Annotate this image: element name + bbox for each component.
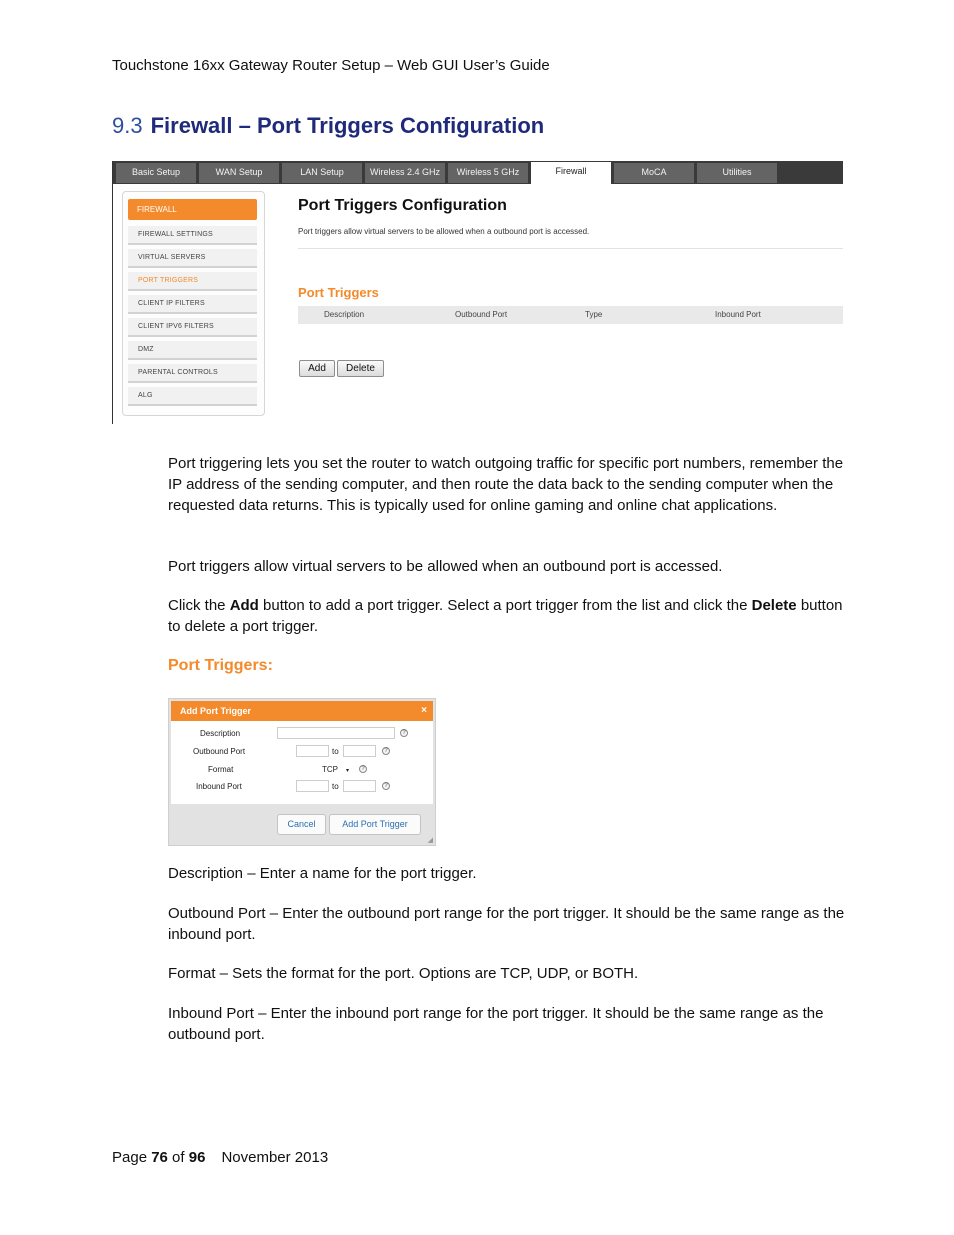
add-port-trigger-button[interactable]: Add Port Trigger bbox=[329, 814, 421, 835]
paragraph-summary: Port triggers allow virtual servers to be allowed when an outbound port is accessed. bbox=[168, 558, 723, 575]
main-tab-bar bbox=[113, 161, 843, 184]
instruction-text: Click the bbox=[168, 597, 230, 614]
field-desc-format: Format – Sets the format for the port. Options are TCP, UDP, or BOTH. bbox=[168, 965, 639, 982]
field-desc-description: Description – Enter a name for the port trigger. bbox=[168, 865, 477, 882]
add-button[interactable]: Add bbox=[299, 360, 335, 377]
range-to-label: to bbox=[332, 747, 339, 756]
sidebar-item-client-ip-filters[interactable]: CLIENT IP FILTERS bbox=[128, 295, 257, 314]
resize-grip-icon[interactable]: ◢ bbox=[427, 837, 433, 844]
column-description: Description bbox=[324, 310, 365, 319]
tab-moca[interactable]: MoCA bbox=[614, 163, 694, 183]
document-header: Touchstone 16xx Gateway Router Setup – Web GUI User’s Guide bbox=[112, 57, 550, 74]
triggers-table-header bbox=[298, 306, 843, 324]
dialog-form bbox=[171, 721, 433, 804]
chevron-down-icon: ▾ bbox=[346, 768, 350, 774]
config-page-title: Port Triggers Configuration bbox=[298, 197, 507, 214]
tab-wan-setup[interactable]: WAN Setup bbox=[199, 163, 279, 183]
field-desc-inbound: Inbound Port – Enter the inbound port range for the port trigger. It should be the same range as the outbound port. bbox=[168, 1005, 824, 1043]
inbound-port-label: Inbound Port bbox=[196, 782, 242, 791]
close-icon[interactable]: × bbox=[421, 705, 427, 716]
tab-lan-setup[interactable]: LAN Setup bbox=[282, 163, 362, 183]
tab-wireless-5ghz[interactable]: Wireless 5 GHz bbox=[448, 163, 528, 183]
firewall-sidebar bbox=[122, 191, 265, 416]
table-title: Port Triggers bbox=[298, 285, 379, 300]
page-number: 76 bbox=[151, 1149, 168, 1166]
instruction-text: button to delete a port trigger. bbox=[168, 597, 843, 635]
outbound-port-label: Outbound Port bbox=[193, 747, 246, 756]
page-of: of bbox=[167, 1149, 189, 1166]
sidebar-item-parental-controls[interactable]: PARENTAL CONTROLS bbox=[128, 364, 257, 383]
inbound-port-end-field[interactable] bbox=[343, 780, 376, 792]
tab-utilities[interactable]: Utilities bbox=[697, 163, 777, 183]
sidebar-title: FIREWALL bbox=[128, 199, 257, 220]
instruction-add-word: Add bbox=[229, 597, 259, 614]
help-icon[interactable]: ? bbox=[382, 747, 390, 755]
paragraph-intro: Port triggering lets you set the router to watch outgoing traffic for specific port numbers, remember the IP address of the sending computer, and then route the data back to the sending computer when the requested data returns. This is typically used for online gaming and online chat applications. bbox=[168, 455, 844, 514]
help-icon[interactable]: ? bbox=[400, 729, 408, 737]
dialog-title-bar bbox=[171, 701, 433, 721]
section-title: Firewall – Port Triggers Configuration bbox=[150, 113, 545, 138]
add-port-trigger-dialog bbox=[168, 698, 436, 846]
description-label: Description bbox=[200, 729, 241, 738]
sidebar-item-firewall-settings[interactable]: FIREWALL SETTINGS bbox=[128, 226, 257, 245]
help-icon[interactable]: ? bbox=[382, 782, 390, 790]
outbound-port-end-field[interactable] bbox=[343, 745, 376, 757]
inbound-port-start-field[interactable] bbox=[296, 780, 329, 792]
description-field[interactable] bbox=[277, 727, 395, 739]
tab-wireless-24ghz[interactable]: Wireless 2.4 GHz bbox=[365, 163, 445, 183]
sidebar-item-alg[interactable]: ALG bbox=[128, 387, 257, 406]
help-icon[interactable]: ? bbox=[359, 765, 367, 773]
port-triggers-subheading: Port Triggers: bbox=[168, 657, 273, 674]
instruction-text: button to add a port trigger. Select a port trigger from the list and click the bbox=[258, 597, 752, 614]
outbound-port-start-field[interactable] bbox=[296, 745, 329, 757]
column-type: Type bbox=[585, 310, 603, 319]
instruction-delete-word: Delete bbox=[751, 597, 797, 614]
column-inbound-port: Inbound Port bbox=[715, 310, 761, 319]
section-number: 9.3 bbox=[112, 113, 143, 138]
paragraph-instructions bbox=[168, 595, 848, 637]
page-footer bbox=[112, 1149, 328, 1166]
tab-basic-setup[interactable]: Basic Setup bbox=[116, 163, 196, 183]
footer-date: November 2013 bbox=[221, 1149, 329, 1166]
section-heading bbox=[112, 113, 544, 139]
format-value: TCP bbox=[322, 765, 338, 774]
range-to-label: to bbox=[332, 782, 339, 791]
column-outbound-port: Outbound Port bbox=[455, 310, 508, 319]
sidebar-item-dmz[interactable]: DMZ bbox=[128, 341, 257, 360]
sidebar-item-virtual-servers[interactable]: VIRTUAL SERVERS bbox=[128, 249, 257, 268]
page-total: 96 bbox=[188, 1149, 206, 1166]
page-prefix: Page bbox=[112, 1149, 152, 1166]
cancel-button[interactable]: Cancel bbox=[277, 814, 326, 835]
format-select[interactable] bbox=[322, 765, 349, 774]
config-description: Port triggers allow virtual servers to be allowed when a outbound port is accessed. bbox=[298, 227, 590, 236]
format-label: Format bbox=[208, 765, 234, 774]
field-desc-outbound: Outbound Port – Enter the outbound port range for the port trigger. It should be the same range as the inbound port. bbox=[168, 905, 845, 943]
tab-firewall[interactable]: Firewall bbox=[531, 162, 611, 185]
delete-button[interactable]: Delete bbox=[337, 360, 384, 377]
dialog-title: Add Port Trigger bbox=[180, 706, 252, 716]
sidebar-item-client-ipv6-filters[interactable]: CLIENT IPV6 FILTERS bbox=[128, 318, 257, 337]
sidebar-item-port-triggers[interactable]: PORT TRIGGERS bbox=[128, 272, 257, 291]
divider bbox=[298, 248, 843, 249]
router-gui-screenshot bbox=[112, 161, 843, 424]
